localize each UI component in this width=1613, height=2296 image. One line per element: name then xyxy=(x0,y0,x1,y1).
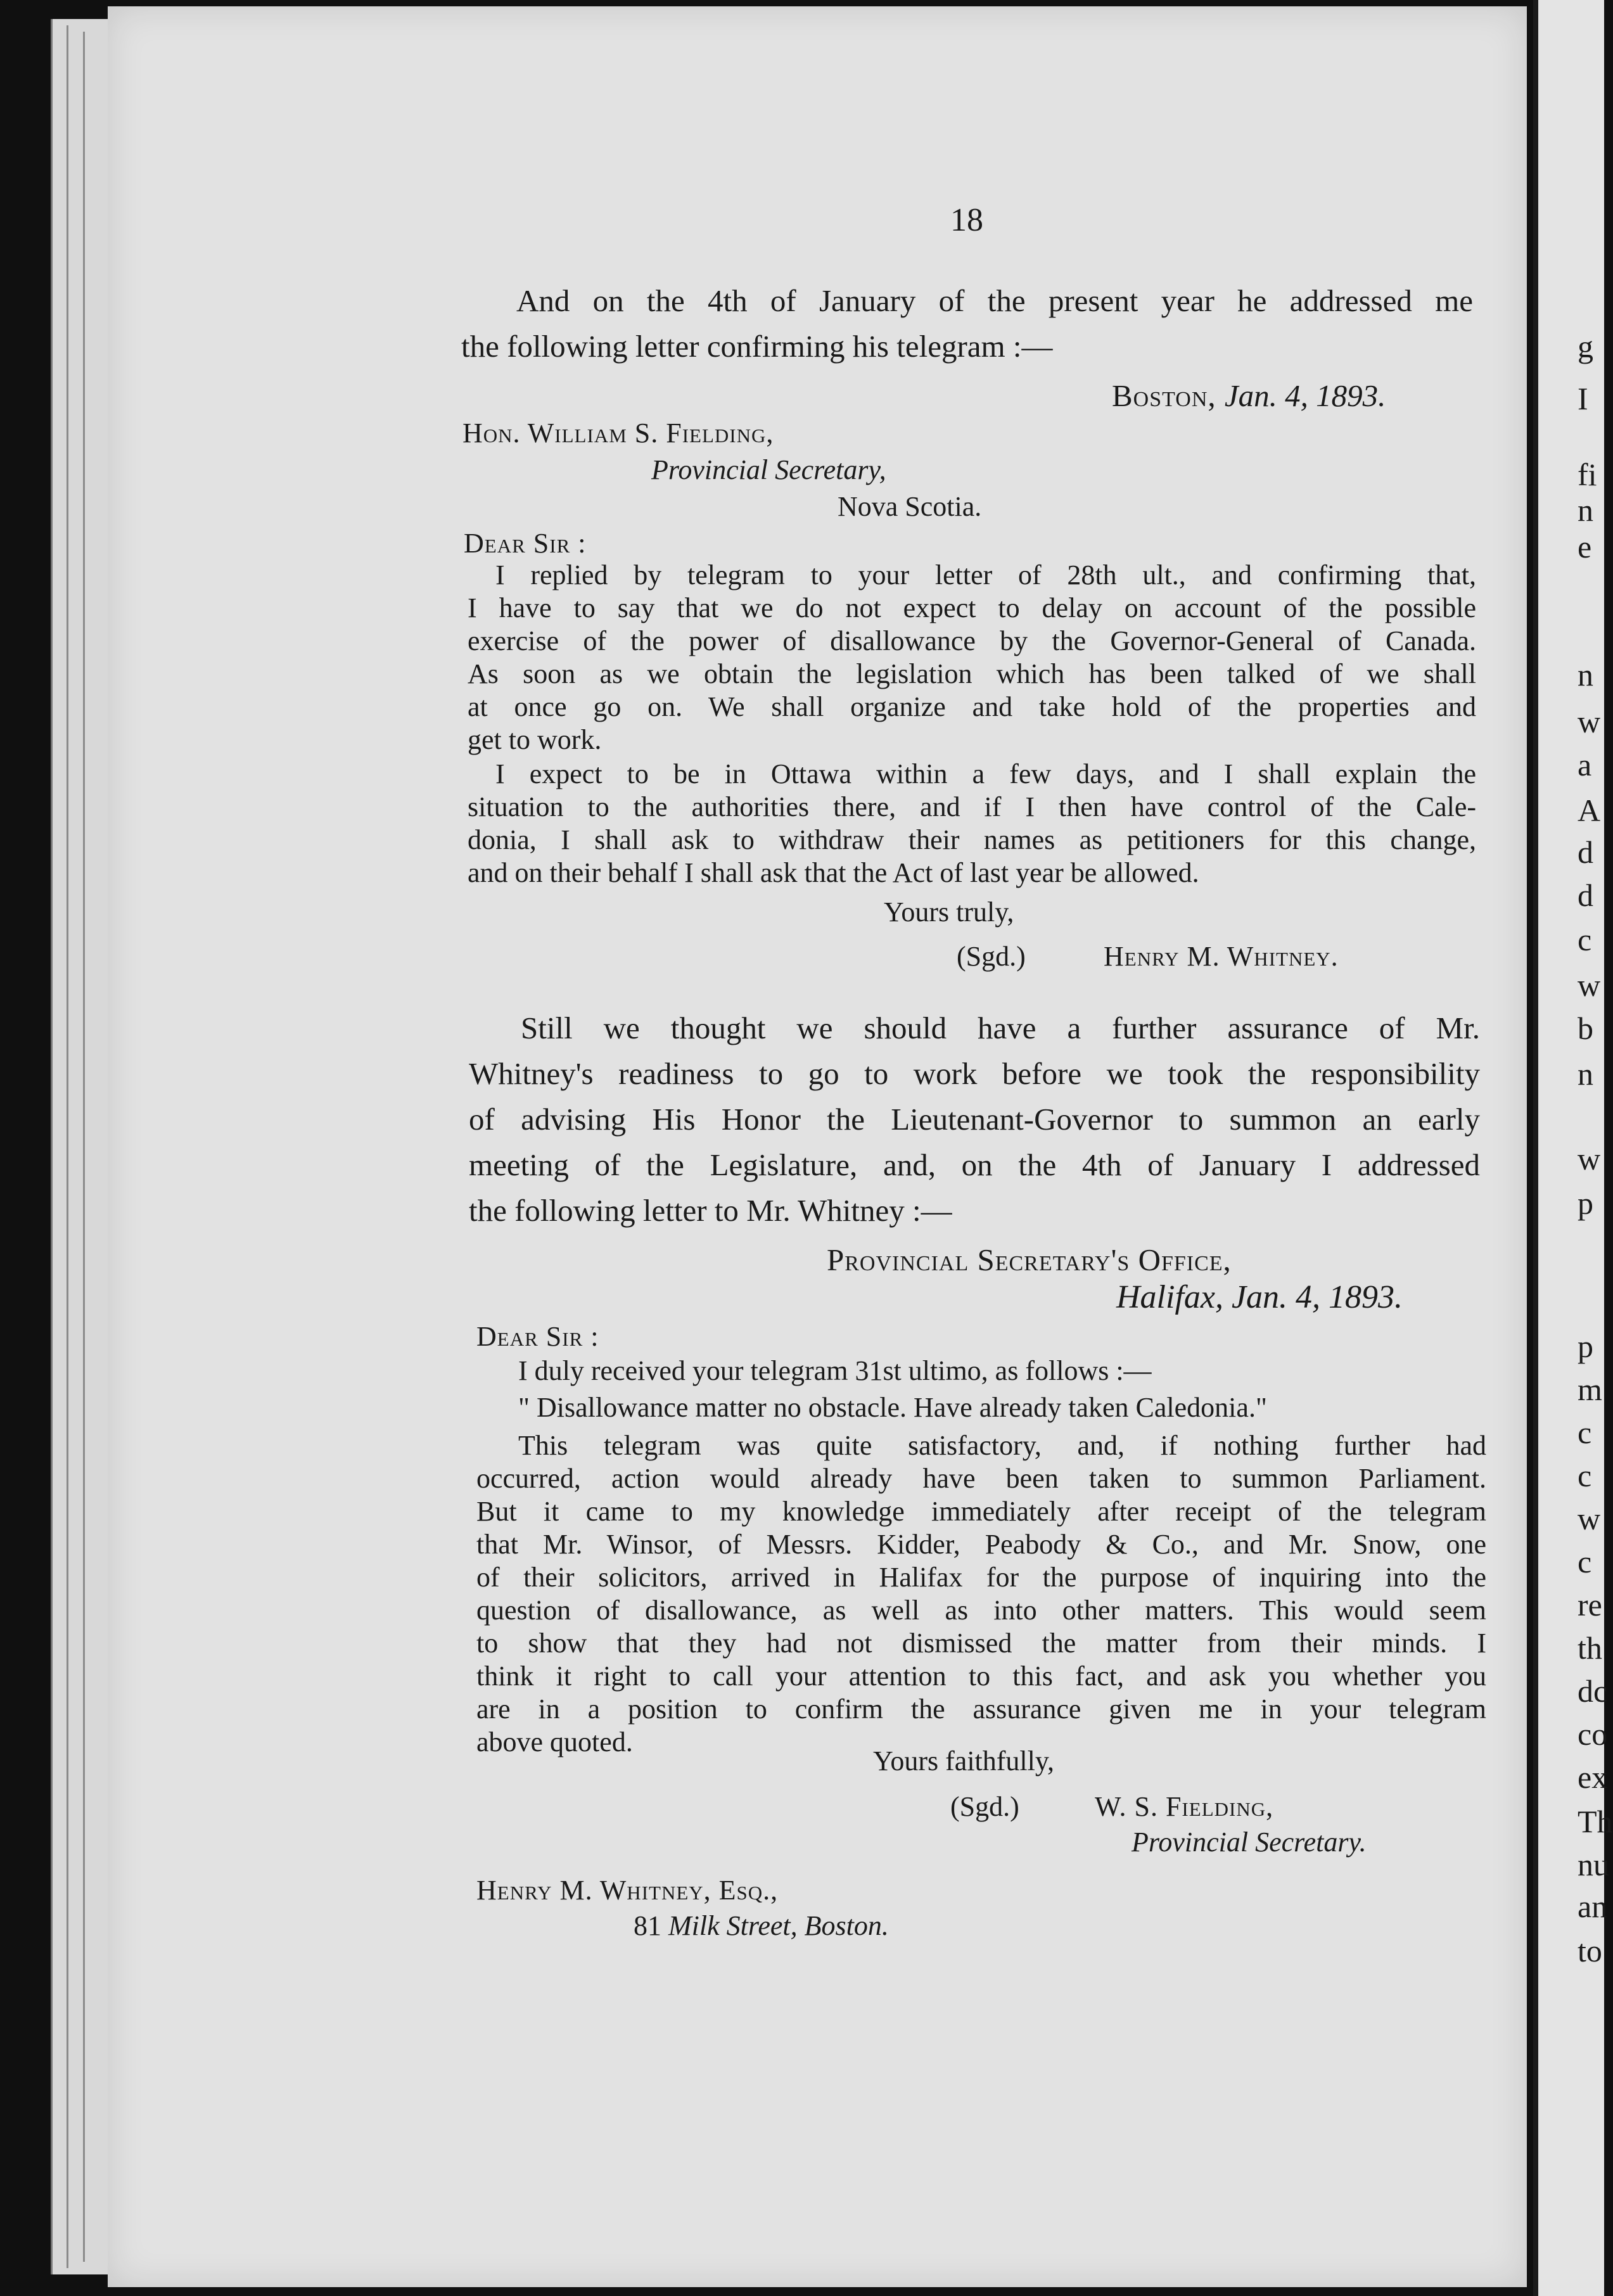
adjacent-page-text-fragment: dc xyxy=(1578,1673,1608,1709)
letter2-body-line: question of disallowance, as well as into other matters. This would seem xyxy=(476,1595,1486,1626)
adjacent-page-text-fragment: c xyxy=(1578,1458,1592,1493)
adjacent-page-text-fragment: A xyxy=(1578,793,1601,828)
letter1-sgd: (Sgd.) xyxy=(957,941,1026,972)
adjacent-page-text-fragment: to xyxy=(1578,1933,1602,1968)
letter2-body-line: are in a position to confirm the assurance given me in your telegram xyxy=(476,1693,1486,1725)
letter2-body-line: of their solicitors, arrived in Halifax for the purpose of inquiring into the xyxy=(476,1562,1486,1593)
letter2-signature: W. S. Fielding, xyxy=(1095,1791,1274,1822)
letter1-place-date: Boston, Jan. 4, 1893. xyxy=(1112,378,1386,413)
letter1-addressee-name: Hon. William S. Fielding, xyxy=(462,418,774,449)
adjacent-page-text-fragment: Th xyxy=(1578,1804,1613,1839)
intro-line-1: And on the 4th of January of the present year he addressed me xyxy=(516,283,1473,318)
letter2-place-date: Halifax, Jan. 4, 1893. xyxy=(1116,1279,1403,1315)
page-number: 18 xyxy=(950,202,983,238)
letter1-body-line: I replied by telegram to your letter of 28th ult., and confirming that, xyxy=(495,559,1476,590)
adjacent-page-text-fragment: g xyxy=(1578,329,1593,364)
middle-line: meeting of the Legislature, and, on the 4th of January I addressed xyxy=(469,1147,1480,1182)
adjacent-page-text-fragment: I xyxy=(1578,381,1588,416)
letter1-body-line: exercise of the power of disallowance by the Governor-General of Canada. xyxy=(468,625,1476,656)
intro-line-2: the following letter confirming his telegram :— xyxy=(461,329,1053,364)
adjacent-page-text-fragment: p xyxy=(1578,1185,1593,1221)
letter1-body-line: get to work. xyxy=(468,724,602,755)
letter1-addressee-place: Nova Scotia. xyxy=(838,491,982,522)
middle-line: the following letter to Mr. Whitney :— xyxy=(469,1193,952,1228)
letter1-salutation: Dear Sir : xyxy=(464,528,587,559)
letter2-office: Provincial Secretary's Office, xyxy=(827,1242,1232,1277)
letter2-body-line: occurred, action would already have been taken to summon Parliament. xyxy=(476,1463,1486,1494)
adjacent-page-text-fragment: w xyxy=(1578,704,1601,739)
adjacent-page-text-fragment: w xyxy=(1578,967,1601,1003)
adjacent-page-text-fragment: e xyxy=(1578,529,1592,564)
adjacent-page-text-fragment: p xyxy=(1578,1329,1593,1364)
adjacent-page-text-fragment: an xyxy=(1578,1889,1608,1924)
letter2-addressee-address: 81 Milk Street, Boston. xyxy=(634,1910,889,1941)
letter2-signature-title: Provincial Secretary. xyxy=(1132,1827,1367,1858)
adjacent-page-text-fragment: a xyxy=(1578,747,1592,782)
letter1-closing: Yours truly, xyxy=(884,896,1014,928)
letter1-body-line: I expect to be in Ottawa within a few days, and I shall explain the xyxy=(495,758,1476,789)
adjacent-page-text-fragment: c xyxy=(1578,922,1592,957)
letter1-body-line: donia, I shall ask to withdraw their names as petitioners for this change, xyxy=(468,824,1476,855)
letter2-addressee-name: Henry M. Whitney, Esq., xyxy=(476,1875,779,1906)
letter2-salutation: Dear Sir : xyxy=(476,1321,599,1352)
adjacent-page-text-fragment: c xyxy=(1578,1415,1592,1450)
middle-line: Still we thought we should have a further assurance of Mr. xyxy=(521,1011,1480,1045)
adjacent-page-text-fragment: th xyxy=(1578,1630,1602,1666)
adjacent-page-text-fragment: ex xyxy=(1578,1759,1608,1795)
adjacent-page-text-fragment: d xyxy=(1578,877,1593,913)
adjacent-page-text-fragment: c xyxy=(1578,1544,1592,1579)
letter1-body-line: and on their behalf I shall ask that the Act of last year be allowed. xyxy=(468,857,1199,888)
letter2-body-line: that Mr. Winsor, of Messrs. Kidder, Peabody & Co., and Mr. Snow, one xyxy=(476,1529,1486,1560)
adjacent-page-text-fragment: n xyxy=(1578,657,1593,692)
letter2-body-line: to show that they had not dismissed the matter from their minds. I xyxy=(476,1628,1486,1659)
letter2-body-line: I duly received your telegram 31st ultimo, as follows :— xyxy=(518,1355,1152,1386)
letter2-closing: Yours faithfully, xyxy=(873,1745,1055,1776)
adjacent-page-text-fragment: w xyxy=(1578,1141,1601,1177)
adjacent-page-fragment xyxy=(1538,0,1613,2296)
letter1-body-line: at once go on. We shall organize and take hold of the properties and xyxy=(468,691,1476,722)
letter2-sgd: (Sgd.) xyxy=(950,1791,1019,1822)
letter2-body-line: But it came to my knowledge immediately after receipt of the telegram xyxy=(476,1496,1486,1527)
letter1-body-line: I have to say that we do not expect to delay on account of the possible xyxy=(468,592,1476,623)
adjacent-page-text-fragment: nu xyxy=(1578,1847,1609,1882)
page-gutter xyxy=(1533,0,1538,2296)
letter1-signature: Henry M. Whitney. xyxy=(1104,941,1339,972)
adjacent-page-text-fragment: d xyxy=(1578,834,1593,870)
adjacent-page-text-fragment: m xyxy=(1578,1372,1602,1407)
middle-line: of advising His Honor the Lieutenant-Governor to summon an early xyxy=(469,1102,1480,1137)
letter2-body-line: above quoted. xyxy=(476,1726,633,1757)
letter1-body-line: situation to the authorities there, and if I then have control of the Cale- xyxy=(468,791,1476,822)
letter2-body-line: think it right to call your attention to this fact, and ask you whether you xyxy=(476,1661,1486,1692)
letter1-body-line: As soon as we obtain the legislation which has been talked of we shall xyxy=(468,658,1476,689)
adjacent-page-text-fragment: fi xyxy=(1578,457,1597,492)
adjacent-page-text-fragment: b xyxy=(1578,1011,1593,1046)
adjacent-page-text-fragment: n xyxy=(1578,1056,1593,1092)
adjacent-page-text-fragment: w xyxy=(1578,1501,1601,1536)
adjacent-page-text-fragment: co xyxy=(1578,1716,1608,1752)
letter1-addressee-title: Provincial Secretary, xyxy=(651,454,886,485)
letter2-body-line: " Disallowance matter no obstacle. Have already taken Caledonia." xyxy=(518,1392,1267,1423)
adjacent-page-text-fragment: n xyxy=(1578,492,1593,528)
middle-line: Whitney's readiness to go to work before we took the responsibility xyxy=(469,1056,1480,1091)
letter2-body-line: This telegram was quite satisfactory, and, if nothing further had xyxy=(518,1430,1486,1461)
adjacent-page-text-fragment: re xyxy=(1578,1587,1602,1623)
